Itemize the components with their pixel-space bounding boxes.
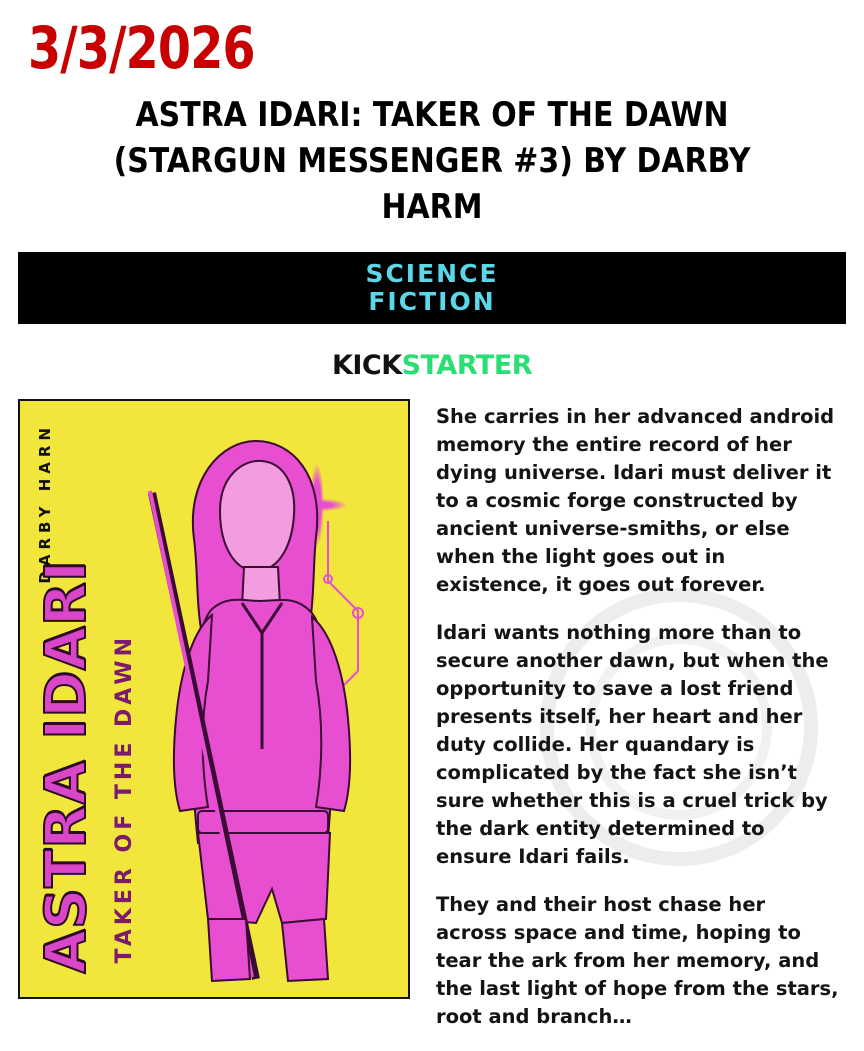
- platform-logo[interactable]: [0, 350, 864, 381]
- platform-starter-text: STARTER: [401, 350, 533, 381]
- cover-title: ASTRA IDARI: [34, 559, 99, 973]
- book-description: [436, 399, 840, 1051]
- date-text: 3/3/2026: [28, 14, 255, 82]
- cover-subtitle: TAKER OF THE DAWN: [112, 633, 137, 963]
- page-title: ASTRA IDARI: TAKER OF THE DAWN (STARGUN MESSENGER #3) BY DARBY HARM: [113, 95, 751, 227]
- cover-illustration: [116, 419, 386, 999]
- description-paragraph-3: They and their host chase her across space and time, hoping to tear the ark from her memory, and the last light of hope from the stars, root and branch…: [436, 893, 839, 1028]
- date-header: [0, 0, 864, 82]
- description-paragraph-1: She carries in her advanced android memory the entire record of her dying universe. Idari must deliver it to a cosmic forge constructed by ancient universe-smiths, or else when the light goes out in existence, it goes out forever.: [436, 405, 835, 596]
- description-paragraph-2: Idari wants nothing more than to secure another dawn, but when the opportunity to save a lost friend presents itself, her heart and her duty collide. Her quandary is complicated by the fact she isn’t sure whether this is a cruel trick by the dark entity determined to ensure Idari fails.: [436, 621, 829, 868]
- cover-author: DARBY HARN: [36, 423, 54, 584]
- book-cover[interactable]: [18, 399, 410, 999]
- genre-banner: [18, 252, 846, 324]
- content-area: [0, 399, 864, 1051]
- genre-label: SCIENCE FICTION: [365, 259, 499, 316]
- platform-kick-text: KICK: [331, 350, 402, 381]
